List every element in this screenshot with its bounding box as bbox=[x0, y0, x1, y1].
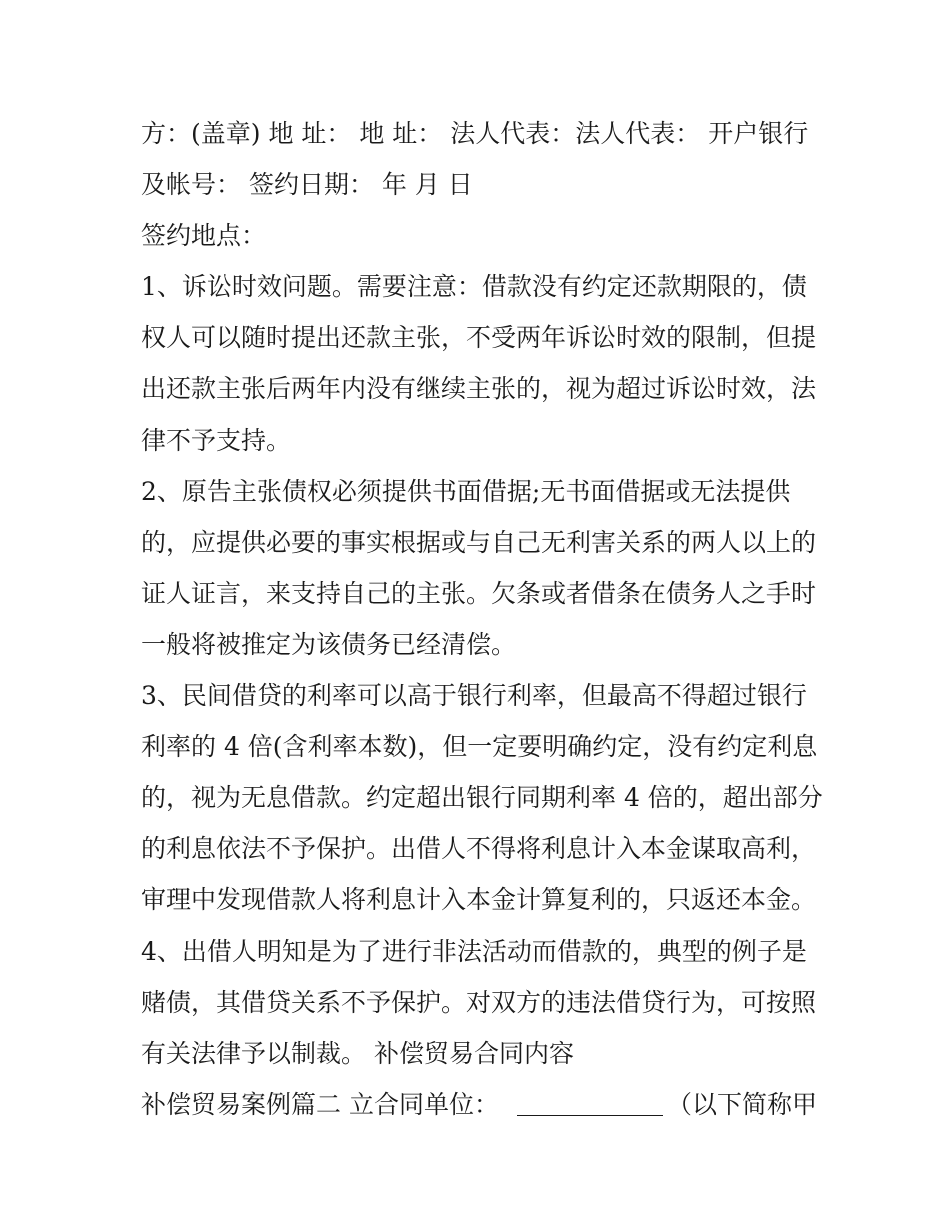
signing-place-line: 签约地点： bbox=[141, 221, 267, 251]
contract-party-suffix: （以下简称甲 bbox=[666, 1089, 817, 1119]
clause-3-line-4: 的利息依法不予保护。出借人不得将利息计入本金谋取高利， bbox=[141, 834, 817, 864]
signature-parties-line: 方：(盖章) 地 址： 地 址： 法人代表：法人代表： 开户银行 bbox=[141, 119, 809, 148]
account-date-line: 及帐号： 签约日期： 年 月 日 bbox=[141, 170, 473, 200]
clause-3-line-5: 审理中发现借款人将利息计入本金计算复利的，只返还本金。 bbox=[141, 885, 817, 915]
clause-1-line-2: 权人可以随时提出还款主张，不受两年诉讼时效的限制，但提 bbox=[141, 323, 817, 353]
clause-4-line-3: 有关法律予以制裁。 补偿贸易合同内容 bbox=[141, 1038, 574, 1068]
clause-2-line-2: 的，应提供必要的事实根据或与自己无利害关系的两人以上的 bbox=[141, 527, 817, 557]
document-body bbox=[141, 108, 821, 1130]
clause-2-line-4: 一般将被推定为该债务已经清偿。 bbox=[141, 629, 517, 659]
clause-1-line-4: 律不予支持。 bbox=[141, 425, 292, 455]
contract-party-line bbox=[141, 1079, 821, 1130]
clause-3-line-1: 3、民间借贷的利率可以高于银行利率，但最高不得超过银行 bbox=[141, 681, 807, 711]
contract-party-label: 补偿贸易案例篇二 立合同单位： bbox=[141, 1089, 499, 1119]
clause-3-line-3: 的，视为无息借款。约定超出银行同期利率 4 倍的，超出部分 bbox=[141, 783, 823, 813]
clause-3-line-2: 利率的 4 倍(含利率本数)，但一定要明确约定，没有约定利息 bbox=[141, 732, 818, 762]
clause-2-line-3: 证人证言，来支持自己的主张。欠条或者借条在债务人之手时 bbox=[141, 578, 817, 608]
contract-party-blank bbox=[517, 1085, 663, 1116]
clause-1-line-3: 出还款主张后两年内没有继续主张的，视为超过诉讼时效，法 bbox=[141, 374, 817, 404]
clause-4-line-1: 4、出借人明知是为了进行非法活动而借款的，典型的例子是 bbox=[141, 936, 807, 966]
clause-1-line-1: 1、诉讼时效问题。需要注意：借款没有约定还款期限的，债 bbox=[141, 272, 807, 302]
clause-4-line-2: 赌债，其借贷关系不予保护。对双方的违法借贷行为，可按照 bbox=[141, 987, 817, 1017]
clause-2-line-1: 2、原告主张债权必须提供书面借据;无书面借据或无法提供 bbox=[141, 476, 791, 506]
